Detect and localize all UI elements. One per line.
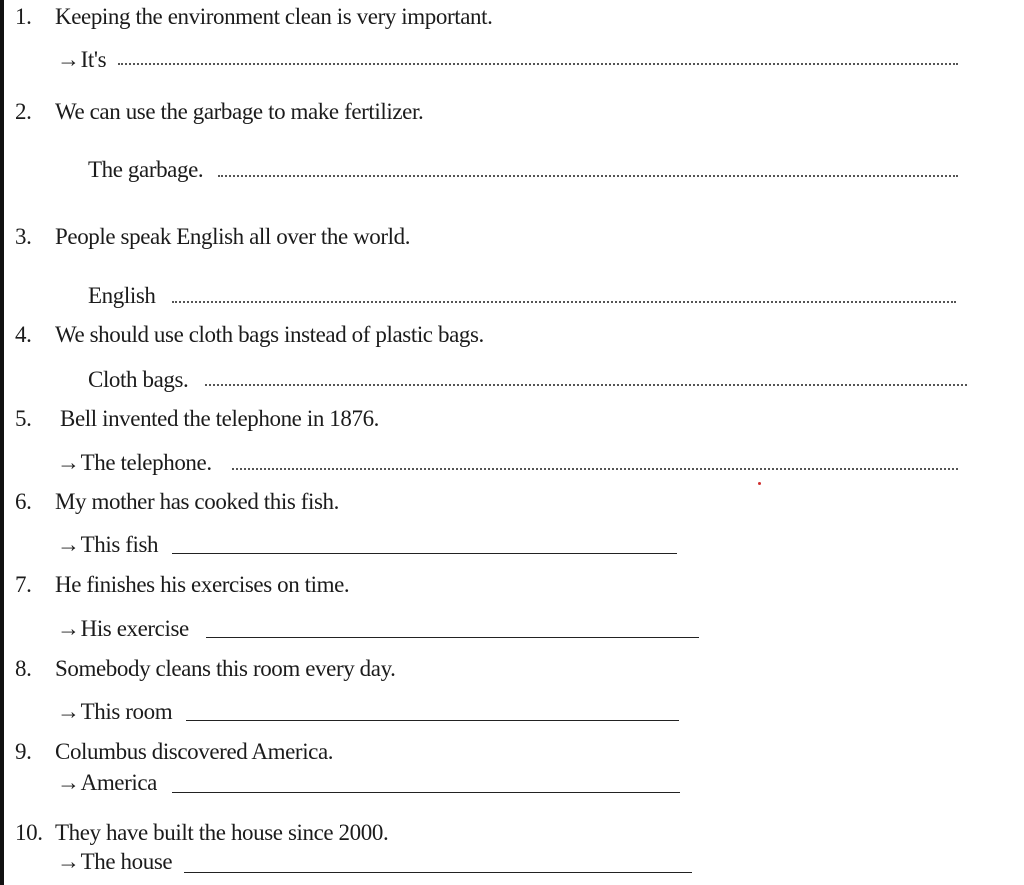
item-number: 3. — [15, 224, 32, 249]
answer-lead — [57, 47, 106, 73]
item-sentence: Bell invented the telephone in 1876. — [60, 406, 380, 431]
item-number: 1. — [15, 4, 32, 29]
answer-lead-text: It's — [80, 47, 107, 72]
item-number: 4. — [15, 322, 32, 347]
arrow-icon: → — [57, 770, 80, 795]
answer-lead — [57, 616, 189, 642]
answer-lead — [57, 849, 172, 875]
answer-lead — [87, 367, 188, 393]
answer-lead-text: America — [80, 770, 157, 795]
arrow-icon: → — [57, 450, 80, 475]
answer-lead-text: His exercise — [80, 616, 189, 641]
item-sentence: He finishes his exercises on time. — [55, 572, 350, 597]
answer-lead-text: This room — [80, 699, 173, 724]
answer-line[interactable] — [184, 872, 692, 873]
answer-line[interactable] — [205, 384, 967, 386]
item-number: 9. — [15, 739, 32, 764]
item-sentence: People speak English all over the world. — [55, 224, 411, 249]
answer-lead-text: This fish — [80, 532, 159, 557]
answer-lead — [87, 157, 203, 183]
item-sentence: My mother has cooked this fish. — [55, 489, 340, 514]
answer-lead-text: Cloth bags. — [88, 367, 189, 392]
item-number: 5. — [15, 406, 32, 431]
answer-line[interactable] — [218, 175, 958, 177]
answer-lead — [57, 450, 212, 476]
item-number: 6. — [15, 489, 32, 514]
arrow-icon: → — [57, 532, 80, 557]
arrow-icon: → — [57, 699, 80, 724]
item-number: 8. — [15, 656, 32, 681]
item-sentence: Somebody cleans this room every day. — [55, 656, 396, 681]
item-sentence: Columbus discovered America. — [55, 739, 334, 764]
answer-lead-text: English — [88, 283, 156, 308]
arrow-icon: → — [57, 47, 80, 72]
item-number: 2. — [15, 99, 32, 124]
answer-lead — [87, 283, 155, 309]
answer-line[interactable] — [118, 63, 958, 65]
item-sentence: We can use the garbage to make fertilizer. — [55, 99, 424, 124]
answer-line[interactable] — [172, 553, 677, 554]
item-number: 10. — [15, 820, 43, 845]
answer-lead — [57, 770, 157, 796]
answer-line[interactable] — [232, 468, 958, 470]
arrow-icon: → — [57, 616, 80, 641]
answer-lead-text: The house — [80, 849, 173, 874]
answer-lead-text: The garbage. — [88, 157, 204, 182]
answer-line[interactable] — [172, 301, 956, 303]
answer-line[interactable] — [186, 720, 679, 721]
stray-mark — [758, 482, 761, 485]
item-sentence: They have built the house since 2000. — [55, 820, 389, 845]
answer-lead — [57, 699, 172, 725]
answer-lead-text: The telephone. — [80, 450, 212, 475]
item-number: 7. — [15, 572, 32, 597]
answer-lead — [57, 532, 158, 558]
page-left-border — [0, 0, 4, 885]
answer-line[interactable] — [206, 637, 699, 638]
answer-line[interactable] — [172, 792, 680, 793]
arrow-icon: → — [57, 849, 80, 874]
item-sentence: We should use cloth bags instead of plastic bags. — [55, 322, 484, 347]
item-sentence: Keeping the environment clean is very important. — [55, 4, 493, 29]
